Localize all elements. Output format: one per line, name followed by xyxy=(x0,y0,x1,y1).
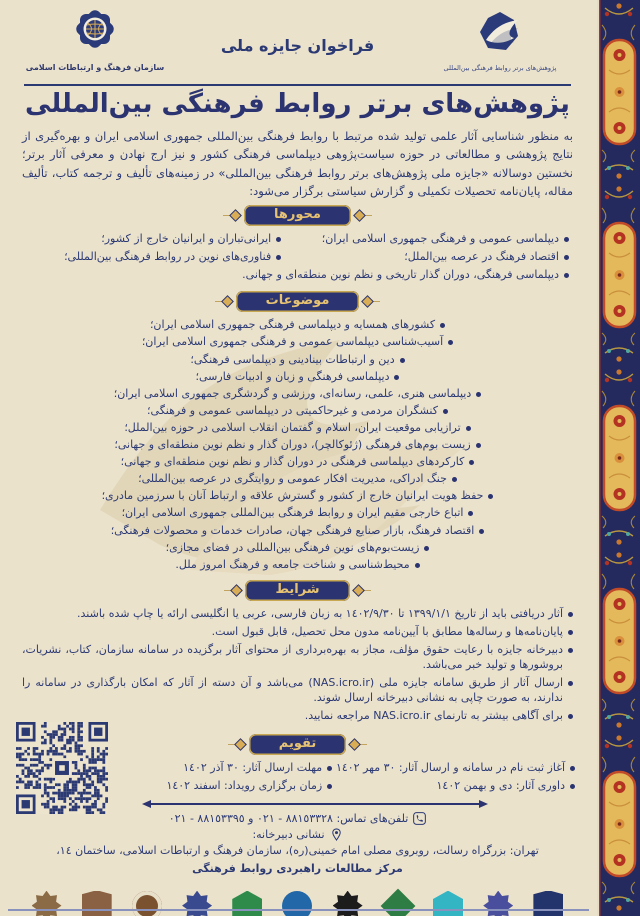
blue-floral-logo-icon xyxy=(182,891,212,916)
andisheh-varzan-icon xyxy=(433,891,463,916)
logo-al-mustafa-university xyxy=(22,891,71,916)
logo-allameh-tabatabai xyxy=(323,891,372,916)
topic-item: زیست بوم‌های فرهنگی (ژئوکالچر)، دوران گذار و نظم نوین منطقه‌ای و جهانی؛ xyxy=(114,438,471,452)
list-item xyxy=(121,454,475,470)
logo-africa-studies xyxy=(373,891,422,916)
list-item xyxy=(26,249,281,265)
bullet-icon xyxy=(564,237,569,242)
list-item xyxy=(332,760,575,776)
bullet-icon xyxy=(443,409,448,414)
axes-list xyxy=(26,231,569,264)
bullet-icon xyxy=(570,784,575,789)
bullet-icon xyxy=(479,529,484,534)
condition-item: ارسال آثار از طریق سامانه جایزه ملی (NAS.icro.ir) می‌باشد و آن دسته از آثار که امکان بارگذاری در سامانه را ندارند، به صورت چاپی به نشانی دبیرخانه ارسال شوند. xyxy=(22,675,563,705)
bullet-icon xyxy=(415,563,420,568)
bullet-icon xyxy=(568,681,573,686)
list-item xyxy=(22,642,573,673)
bullet-icon xyxy=(488,494,493,499)
list-item xyxy=(26,231,281,247)
bullet-icon xyxy=(452,477,457,482)
banner-ornament-icon xyxy=(352,585,365,598)
contact-address: تهران: بزرگراه رسالت، روبروی مصلی امام خمینی(ره)، سازمان فرهنگ و ارتباطات اسلامی، ساختمان ١٤، xyxy=(56,843,539,857)
logo-ipis xyxy=(223,891,272,916)
humanities-institute-icon xyxy=(483,891,513,916)
bullet-icon xyxy=(424,546,429,551)
award-logo-caption: پژوهش‌های برتر روابط فرهنگی بین‌المللی xyxy=(443,64,557,72)
bullet-icon xyxy=(570,766,575,771)
bullet-icon xyxy=(440,323,445,328)
banner-ornament-icon xyxy=(229,210,242,223)
calendar-item: آغاز ثبت نام در سامانه و ارسال آثار: ٣٠ مهر ١٤٠٢ xyxy=(335,760,565,774)
condition-item: پایان‌نامه‌ها و رساله‌ها مطابق با آیین‌نامه مدون محل تحصیل، قابل قبول است. xyxy=(211,625,563,639)
list-item xyxy=(114,386,482,402)
list-item xyxy=(22,675,573,706)
logo-humanities-institute xyxy=(474,891,523,916)
topic-item: کارکردهای دیپلماسی فرهنگی در دوران گذار و نظم نوین منطقه‌ای و جهانی؛ xyxy=(120,455,465,469)
ipis-palm-icon xyxy=(232,891,262,916)
africa-studies-icon xyxy=(380,888,415,916)
axes-banner xyxy=(20,205,575,226)
logo-andisheh-varzan xyxy=(424,891,473,916)
bullet-icon xyxy=(564,255,569,260)
icro-logo-block xyxy=(20,10,170,72)
list-item xyxy=(175,557,419,573)
logo-brown-tiles-emblem xyxy=(72,891,121,916)
topic-item: اتباع خارجی مقیم ایران و روابط فرهنگی بین‌المللی جمهوری اسلامی ایران؛ xyxy=(121,506,464,520)
list-item xyxy=(281,249,569,265)
list-item xyxy=(114,437,480,453)
bullet-icon xyxy=(476,443,481,448)
section-divider xyxy=(150,803,480,805)
list-item xyxy=(147,403,448,419)
main-title: پژوهش‌های برتر روابط فرهنگی بین‌المللی xyxy=(25,89,570,119)
calendar-banner-label: تقویم xyxy=(249,734,346,755)
axes-item: اقتصاد فرهنگ در عرصه بین‌الملل؛ xyxy=(404,250,559,264)
list-item xyxy=(108,760,332,776)
calendar-item: زمان برگزاری رویداد: اسفند ١٤٠٢ xyxy=(166,779,323,793)
bullet-icon xyxy=(564,273,569,278)
contact-address-label: نشانی دبیرخانه: xyxy=(252,827,325,841)
logo-rosette-university xyxy=(122,891,171,916)
topic-item: حفظ هویت ایرانیان خارج از کشور و گسترش علاقه و ارتباط آنان با سرزمین مادری؛ xyxy=(101,489,484,503)
axes-item: دیپلماسی عمومی و فرهنگی جمهوری اسلامی ایران؛ xyxy=(321,232,559,246)
conditions-banner xyxy=(20,580,575,601)
icro-logo-caption: سازمان فرهنگ و ارتباطات اسلامی xyxy=(25,63,165,72)
bullet-icon xyxy=(568,630,573,635)
banner-ornament-icon xyxy=(221,295,234,308)
list-item xyxy=(150,317,445,333)
bullet-icon xyxy=(466,426,471,431)
bullet-icon xyxy=(400,358,405,363)
calendar-item: داوری آثار: دی و بهمن ١٤٠٢ xyxy=(436,779,565,793)
list-item xyxy=(108,778,332,794)
header xyxy=(20,10,575,82)
bullet-icon xyxy=(327,784,332,789)
brown-emblem-icon xyxy=(82,891,112,916)
phone-icon xyxy=(413,812,426,825)
intro-paragraph: به منظور شناسایی آثار علمی تولید شده مرتبط با روابط فرهنگی بین‌المللی جمهوری اسلامی ایران و بهره‌گیری از نتایج پژوهشی و مطالعاتی در حوزه سیاست‌پژوهی دیپلماسی فرهنگی کشور و نیز ارج نهادن و معرفی آثار برتر؛ نخستین دوسالانه «جایزه ملی پژوهش‌های برتر روابط فرهنگی بین‌المللی» در زمینه‌های تألیف و ترجمه کتاب، تألیف مقاله، پایان‌نامه تحصیلات تکمیلی و گزارش سیاستی برگزار می‌شود: xyxy=(22,128,573,199)
bullet-icon xyxy=(276,255,281,260)
bullet-icon xyxy=(568,612,573,617)
title-rule xyxy=(24,84,571,86)
bottom-edge-line xyxy=(8,909,589,911)
tehran-university-icon xyxy=(282,891,312,916)
list-item xyxy=(281,231,569,247)
axes-item: فناوری‌های نوین در روابط فرهنگی بین‌المللی؛ xyxy=(64,250,272,264)
topic-item: اقتصاد فرهنگ، بازار صنایع فرهنگی جهان، صادرات خدمات و محصولات فرهنگی؛ xyxy=(110,523,475,537)
banner-ornament-icon xyxy=(231,585,244,598)
list-item xyxy=(332,778,575,794)
topics-list xyxy=(20,317,575,572)
axes-item: دیپلماسی فرهنگی، دوران گذار تاریخی و نظم نوین منطقه‌ای و جهانی. xyxy=(242,267,559,281)
conditions-banner-label: شرایط xyxy=(245,580,349,601)
list-item xyxy=(122,505,474,521)
topic-item: جنگ ادراکی، مدیریت افکار عمومی و روایتگری در عرصه بین‌المللی؛ xyxy=(138,472,447,486)
list-item xyxy=(190,352,404,368)
list-item xyxy=(22,624,573,640)
topics-banner-label: موضوعات xyxy=(236,291,360,312)
topic-item: دین و ارتباطات بینادینی و دیپلماسی فرهنگی؛ xyxy=(190,352,395,366)
axes-item: ایرانی‌تباران و ایرانیان خارج از کشور؛ xyxy=(101,232,272,246)
topic-item: محیط‌شناسی و شناخت جامعه و فرهنگ امروز ملل. xyxy=(175,557,410,571)
topic-item: زیست‌بوم‌های نوین فرهنگی بین‌المللی در فضای مجازی؛ xyxy=(165,540,420,554)
topic-item: آسیب‌شناسی دیپلماسی عمومی و فرهنگی جمهوری اسلامی ایران؛ xyxy=(141,335,444,349)
list-item xyxy=(138,471,457,487)
contact-center-name: مرکز مطالعات راهبردی روابط فرهنگی xyxy=(192,861,403,875)
list-item xyxy=(142,334,453,350)
bullet-icon xyxy=(448,340,453,345)
partner-logos-row xyxy=(22,891,573,916)
qr-code xyxy=(16,722,108,814)
al-mustafa-logo-icon xyxy=(32,891,62,916)
logo-blue-floral-institute xyxy=(173,891,222,916)
navy-book-icon xyxy=(533,891,563,916)
award-logo-icon xyxy=(474,10,526,58)
condition-item: برای آگاهی بیشتر به تارنمای NAS.icro.ir مراجعه نمایید. xyxy=(304,709,563,723)
bullet-icon xyxy=(568,648,573,653)
allameh-tabatabai-icon xyxy=(333,891,363,916)
calendar-section xyxy=(20,734,575,805)
list-item xyxy=(166,540,430,556)
bullet-icon xyxy=(276,237,281,242)
list-item xyxy=(22,606,573,622)
axes-banner-label: محورها xyxy=(244,205,351,226)
award-logo-block xyxy=(425,10,575,72)
contact-phones: تلفن‌های تماس: ٨٨١٥٣٣٢٨ - ٠٢١ و ٨٨١٥٣٣٩٥ - ٠٢١ xyxy=(168,811,409,825)
rosette-logo-icon xyxy=(132,891,162,916)
ornamental-border xyxy=(597,0,640,916)
topic-item: دیپلماسی هنری، علمی، رسانه‌ای، ورزشی و گردشگری جمهوری اسلامی ایران؛ xyxy=(113,386,472,400)
conditions-list xyxy=(22,606,573,723)
bullet-icon xyxy=(327,766,332,771)
condition-item: دبیرخانه جایزه با رعایت حقوق مؤلف، مجاز به بهره‌برداری از محتوای آثار برگزیده در سامانه سازمان، کتاب، نشریات، بروشورها و تولید خبر می‌باشد. xyxy=(22,642,563,672)
list-item xyxy=(111,523,485,539)
topic-item: کشورهای همسایه و دیپلماسی فرهنگی جمهوری اسلامی ایران؛ xyxy=(149,318,436,332)
banner-ornament-icon xyxy=(362,295,375,308)
contact-block xyxy=(20,811,575,877)
bullet-icon xyxy=(568,714,573,719)
condition-item: آثار دریافتی باید از تاریخ ١٣٩٩/١/١ تا ١٤٠٢/٩/٣٠ به زبان فارسی، عربی یا انگلیسی ارائه یا چاپ شده باشند. xyxy=(77,607,563,621)
call-title: فراخوان جایزه ملی xyxy=(220,36,375,55)
list-item xyxy=(196,369,400,385)
list-item xyxy=(102,488,494,504)
list-item xyxy=(26,267,569,283)
banner-ornament-icon xyxy=(353,210,366,223)
topics-banner xyxy=(20,291,575,312)
bullet-icon xyxy=(476,392,481,397)
bullet-icon xyxy=(469,460,474,465)
icro-logo-icon xyxy=(70,10,120,58)
topic-item: ترازیابی موقعیت ایران، اسلام و گفتمان انقلاب اسلامی در حوزه بین‌الملل؛ xyxy=(124,420,461,434)
bullet-icon xyxy=(468,511,473,516)
topic-item: کنشگران مردمی و غیرحاکمیتی در دیپلماسی عمومی و فرهنگی؛ xyxy=(147,403,438,417)
banner-ornament-icon xyxy=(348,738,361,751)
topic-item: دیپلماسی فرهنگی و زبان و ادبیات فارسی؛ xyxy=(195,369,390,383)
calendar-item: مهلت ارسال آثار: ٣٠ آذر ١٤٠٢ xyxy=(183,760,323,774)
logo-tehran-university xyxy=(273,891,322,916)
bullet-icon xyxy=(394,375,399,380)
location-pin-icon xyxy=(330,828,343,841)
list-item xyxy=(124,420,470,436)
banner-ornament-icon xyxy=(234,738,247,751)
logo-navy-book-institute xyxy=(524,891,573,916)
